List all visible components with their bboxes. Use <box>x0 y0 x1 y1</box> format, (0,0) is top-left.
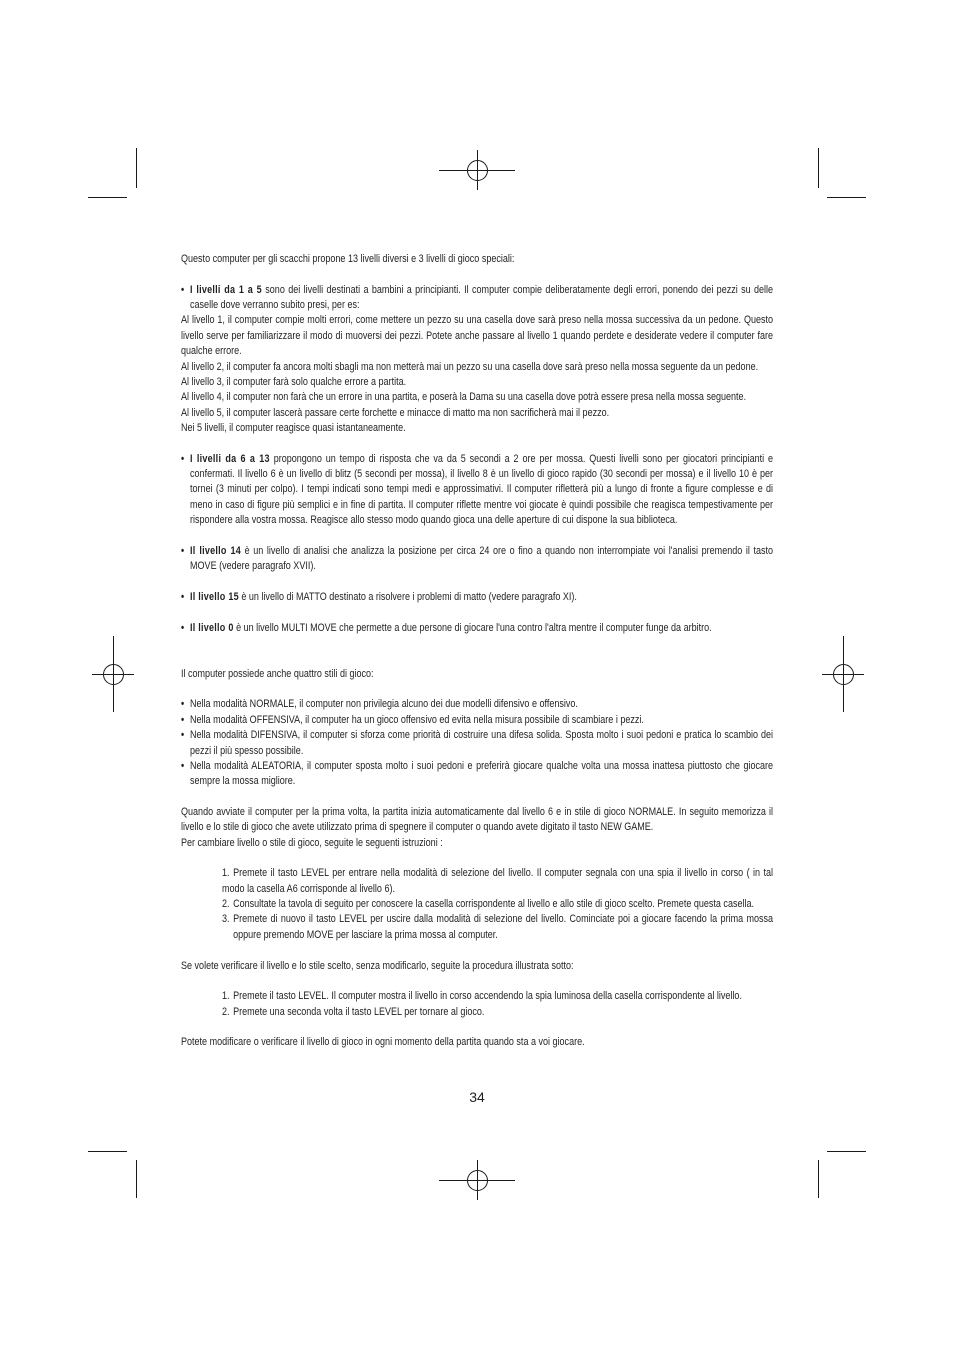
crop-mark-top-right <box>819 148 867 198</box>
bullet-icon: • <box>181 621 185 634</box>
level-14-item <box>181 544 773 575</box>
bullet-icon: • <box>181 452 185 465</box>
style-normal-item <box>181 697 773 712</box>
style-random-item <box>181 759 773 790</box>
level-5-detail: Al livello 5, il computer lascerà passare certe forchette e minacce di matto ma non sacrificherà mai il pezzo. <box>181 406 610 419</box>
verify-intro: Se volete verificare il livello e lo stile scelto, senza modificarlo, seguite la procedura illustrata sotto: <box>181 959 574 972</box>
style-random-text: Nella modalità ALEATORIA, il computer sposta molto i suoi pedoni e preferirà giocare qualche volta una mossa inattesa piuttosto che giocare sempre la mossa migliore. <box>190 759 774 788</box>
step-text: Premete di nuovo il tasto LEVEL per uscire dalla modalità di selezione del livello. Cominciate poi a giocare facendo la prima mossa oppure premendo MOVE per lasciare la prima mossa al computer. <box>233 913 774 941</box>
crop-mark-top-left <box>88 148 137 198</box>
levels-1-5-summary: Nei 5 livelli, il computer reagisce quasi istantaneamente. <box>181 421 406 434</box>
step-number: 2. <box>222 898 230 911</box>
step-number: 2. <box>222 1005 230 1018</box>
level-14-lead: Il livello 14 <box>190 544 242 557</box>
bullet-icon: • <box>181 544 185 557</box>
registration-mark-top <box>439 150 515 190</box>
style-normal-text: Nella modalità NORMALE, il computer non privilegia alcuno dei due modelli difensivo e offensivo. <box>190 698 578 711</box>
styles-intro: Il computer possiede anche quattro stili di gioco: <box>181 667 374 680</box>
crop-mark-bottom-right <box>819 1152 867 1199</box>
level-15-lead: Il livello 15 <box>190 590 239 603</box>
change-step-1 <box>222 866 773 897</box>
bullet-icon: • <box>181 283 185 296</box>
step-number: 1. <box>222 867 230 880</box>
registration-mark-bottom <box>439 1160 515 1200</box>
style-offensive-item <box>181 713 773 728</box>
level-15-item <box>181 590 773 605</box>
page-number: 34 <box>469 1089 485 1105</box>
change-steps-list <box>222 866 773 943</box>
level-4-detail: Al livello 4, il computer non farà che un errore in una partita, e poserà la Dama su una casella dove potrà essere presa nella mossa seguente. <box>181 391 747 404</box>
levels-6-13-lead: I livelli da 6 a 13 <box>190 452 270 465</box>
levels-6-13-text: propongono un tempo di risposta che va da 5 secondi a 2 ore per mossa. Questi livelli sono per giocatori principianti e confermati. Il livello 6 è un livello di blitz (5 secondi per mossa), il livello 8 è un livello di gioco rapido (30 secondi per mossa) e il livello 10 è per tornei (3 minuti per colpo). I tempi indicati sono tempi medi e approssimativi. Il computer rifletterà più a lungo di fronte a figure complesse e di meno in caso di figure più semplici e in fine di partita. Il computer riflette mentre voi giocate è quindi possibile che reagisca tempestivamente per rispondere alla vostra mossa. Reagisce allo stesso modo quando gioca una delle aperture di cui dispone la sua biblioteca. <box>190 452 774 527</box>
verify-step-2 <box>222 1005 773 1020</box>
step-text: Premete il tasto LEVEL per entrare nella modalità di selezione del livello. Il computer segnala con una spia il livello in corso ( in tal modo la casella A6 corrisponde al livello 6). <box>222 867 774 895</box>
step-text: Premete una seconda volta il tasto LEVEL per tornare al gioco. <box>233 1005 485 1018</box>
style-defensive-item <box>181 728 773 759</box>
closing-paragraph: Potete modificare o verificare il livello di gioco in ogni momento della partita quando sta a voi giocare. <box>181 1036 585 1049</box>
level-2-detail: Al livello 2, il computer fa ancora molti sbagli ma non metterà mai un pezzo su una casella dove sarà preso nella mossa seguente da un pedone. <box>181 360 759 373</box>
change-step-2 <box>222 897 773 912</box>
bullet-icon: • <box>181 759 185 772</box>
bullet-icon: • <box>181 590 185 603</box>
style-defensive-text: Nella modalità DIFENSIVA, il computer si sforza come priorità di costruire una difesa solida. Sposta molto i suoi pedoni e pratica lo scambio dei pezzi il più spesso possibile. <box>190 729 774 757</box>
levels-1-5-text: sono dei livelli destinati a bambini a principianti. Il computer compie deliberatamente degli errori, ponendo dei pezzi su delle caselle dove verranno subito presi, per es: <box>190 283 774 312</box>
step-number: 1. <box>222 990 230 1003</box>
level-14-text: è un livello di analisi che analizza la posizione per circa 24 ore o fino a quando non interrompiate voi l'analisi premendo il tasto MOVE (vedere paragrafo XVII). <box>190 544 774 573</box>
level-0-lead: Il livello 0 <box>190 621 234 634</box>
level-1-detail: Al livello 1, il computer compie molti errori, come mettere un pezzo su una casella dove sarà preso nella mossa successiva da un pedone. Questo livello serve per familiarizzare il modo di muoversi dei pezzi. Potete anche passare al livello 1 quando perdete e desiderate vedere il computer fare qualche errore. <box>181 314 774 358</box>
body-text <box>181 252 773 1051</box>
level-15-text: è un livello di MATTO destinato a risolvere i problemi di matto (vedere paragrafo XI). <box>241 590 577 603</box>
bullet-icon: • <box>181 698 185 711</box>
level-3-detail: Al livello 3, il computer farà solo qualche errore a partita. <box>181 375 407 388</box>
level-0-item <box>181 621 773 636</box>
registration-mark-left <box>92 636 134 712</box>
level-0-text: è un livello MULTI MOVE che permette a due persone di giocare l'una contro l'altra mentre il computer funge da arbitro. <box>236 621 712 634</box>
crop-mark-bottom-left <box>88 1152 137 1199</box>
intro-paragraph: Questo computer per gli scacchi propone 13 livelli diversi e 3 livelli di gioco speciali: <box>181 253 515 265</box>
change-step-3 <box>222 912 773 943</box>
step-number: 3. <box>222 913 230 926</box>
verify-step-1 <box>222 989 773 1004</box>
levels-1-5-lead: I livelli da 1 a 5 <box>190 283 262 296</box>
style-offensive-text: Nella modalità OFFENSIVA, il computer ha un gioco offensivo ed evita nella misura possibile di scambiare i pezzi. <box>190 713 644 726</box>
step-text: Consultate la tavola di seguito per conoscere la casella corrispondente al livello e allo stile di gioco scelto. Premete questa casella. <box>233 898 755 911</box>
bullet-icon: • <box>181 729 185 742</box>
bullet-icon: • <box>181 713 185 726</box>
change-instructions-intro: Per cambiare livello o stile di gioco, seguite le seguenti istruzioni : <box>181 836 443 849</box>
verify-steps-list <box>222 989 773 1020</box>
step-text: Premete il tasto LEVEL. Il computer mostra il livello in corso accendendo la spia luminosa della casella corrispondente al livello. <box>233 990 742 1003</box>
levels-6-13-item <box>181 452 773 529</box>
startup-paragraph: Quando avviate il computer per la prima volta, la partita inizia automaticamente dal livello 6 e in stile di gioco NORMALE. In seguito memorizza il livello e lo stile di gioco che avete utilizzato prima di spegnere il computer o quando avete digitato il tasto NEW GAME. <box>181 805 774 834</box>
levels-1-5-item <box>181 283 773 314</box>
registration-mark-right <box>822 636 864 712</box>
